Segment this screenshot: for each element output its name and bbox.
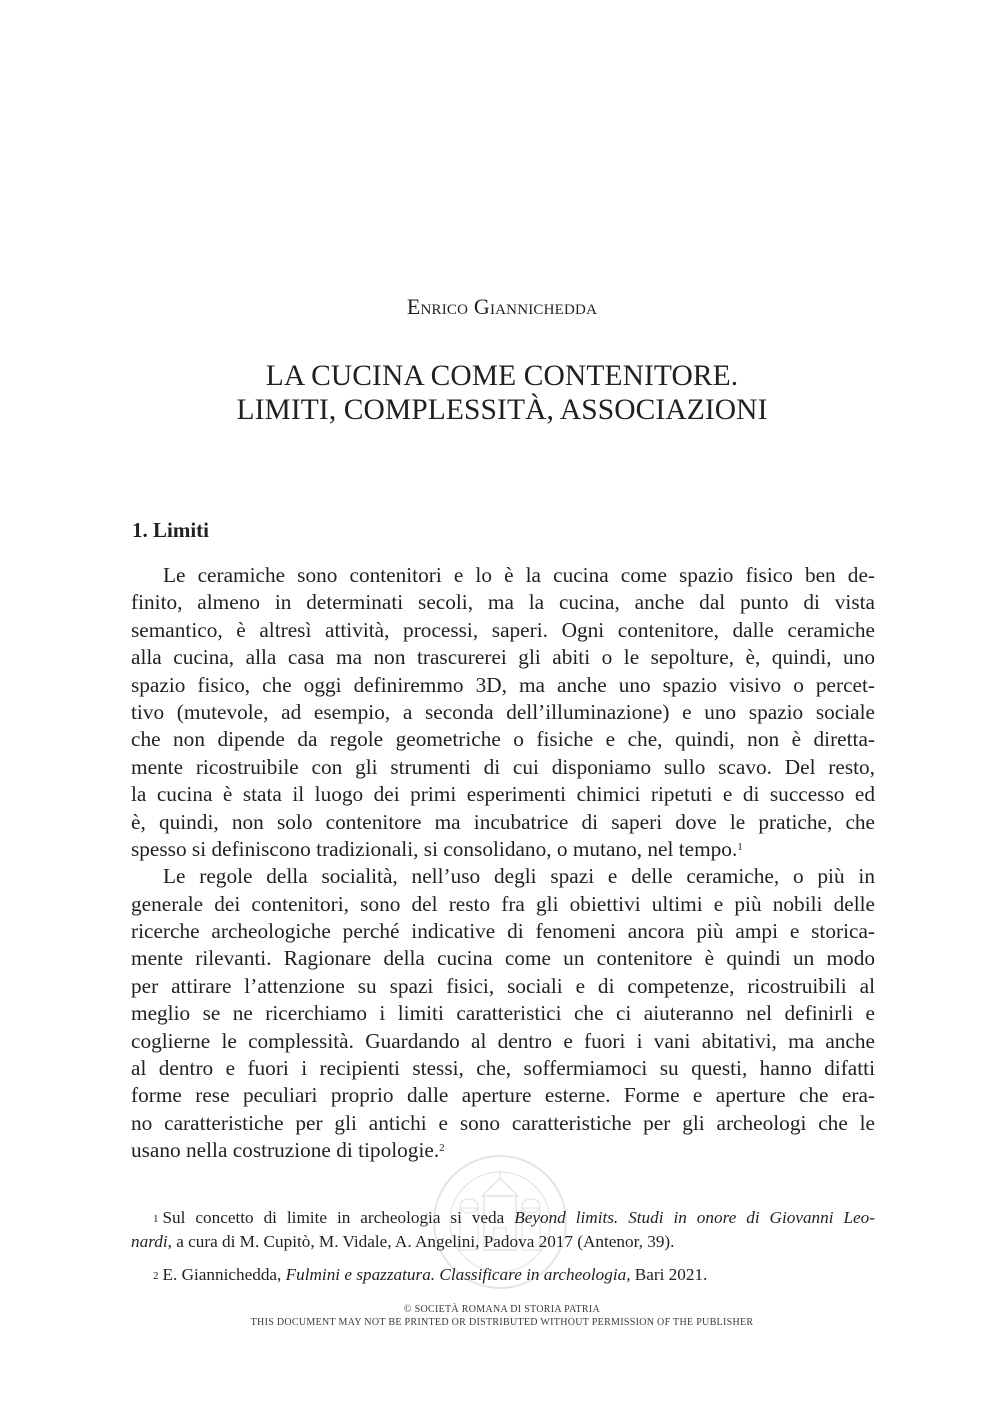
text-line: al dentro e fuori i recipienti stessi, che, soffermiamoci su questi, hanno difatti <box>131 1056 875 1081</box>
distribution-notice: THIS DOCUMENT MAY NOT BE PRINTED OR DISTRIBUTED WITHOUT PERMISSION OF THE PUBLISHER <box>250 1316 754 1328</box>
text-line: usano nella costruzione di tipologie. <box>131 1138 440 1163</box>
footnote-italic-text: Fulmini e spazzatura. Classificare in archeologia, <box>285 1265 631 1284</box>
footnote-italic-text: Beyond limits. Studi in onore di Giovanni Leo- <box>514 1208 875 1227</box>
text-line-last <box>131 1137 875 1164</box>
footnote-text: Bari 2021. <box>630 1265 708 1284</box>
paragraph-1 <box>131 562 875 863</box>
footnote-text: E. Giannichedda, <box>162 1265 286 1284</box>
footnote-number: 2 <box>153 1270 159 1282</box>
section-heading: 1. Limiti <box>132 518 209 542</box>
text-line: mente ricostruibile con gli strumenti di cui disponiamo sullo scavo. Del resto, <box>131 754 875 779</box>
footnote-line <box>131 1206 875 1230</box>
text-line: meglio se ne ricerchiamo i limiti caratteristici che ci aiuteranno nel definirli e <box>131 1001 875 1026</box>
title-line-1: LA CUCINA COME CONTENITORE. <box>265 360 739 392</box>
text-line: mente rilevanti. Ragionare della cucina come un contenitore è quindi un modo <box>131 946 875 971</box>
footnote-ref-1[interactable]: 1 <box>737 840 743 853</box>
copyright-footer <box>0 1304 1004 1329</box>
footnote-line <box>131 1263 875 1287</box>
copyright-line: © SOCIETÀ ROMANA DI STORIA PATRIA <box>403 1304 601 1315</box>
text-line: no caratteristiche per gli antichi e sono caratteristiche per gli archeologi che le <box>131 1110 875 1135</box>
author-name: Enrico Giannichedda <box>406 294 598 319</box>
text-line: ricerche archeologiche perché indicative di fenomeni ancora più ampi e storica- <box>131 919 875 944</box>
body-text <box>131 562 875 1165</box>
footnote-ref-2[interactable]: 2 <box>439 1142 445 1155</box>
text-line: spazio fisico, che oggi definiremmo 3D, ma anche uno spazio visivo o percet- <box>131 672 875 697</box>
text-line: semantico, è altresì attività, processi, saperi. Ogni contenitore, dalle ceramiche <box>131 617 875 642</box>
footnotes <box>131 1206 875 1287</box>
footnote-1 <box>131 1206 875 1254</box>
text-line: Le regole della socialità, nell’uso degli spazi e delle ceramiche, o più in <box>163 864 875 889</box>
text-line: coglierne le complessità. Guardando al dentro e fuori i vani abitativi, ma anche <box>131 1028 875 1053</box>
text-line: spesso si definiscono tradizionali, si consolidano, o mutano, nel tempo. <box>131 836 738 861</box>
footnote-line <box>131 1230 875 1254</box>
title-line-2: LIMITI, COMPLESSITÀ, ASSOCIAZIONI <box>236 394 768 426</box>
text-line: forme rese peculiari proprio dalle aperture esterne. Forme e aperture che era- <box>131 1083 875 1108</box>
text-line: la cucina è stata il luogo dei primi esperimenti chimici ripetuti e di successo ed <box>131 782 875 807</box>
footnote-italic-text: nardi <box>131 1232 168 1251</box>
text-line: tivo (mutevole, ad esempio, a seconda dell’illuminazione) e uno spazio sociale <box>131 699 875 724</box>
text-line: finito, almeno in determinati secoli, ma la cucina, anche dal punto di vista <box>131 590 875 615</box>
text-line: generale dei contenitori, sono del resto fra gli obiettivi ultimi e più nobili delle <box>131 891 875 916</box>
footnote-number: 1 <box>153 1213 159 1225</box>
footnote-text: , a cura di M. Cupitò, M. Vidale, A. Angelini, Padova 2017 (Antenor, 39). <box>167 1232 675 1251</box>
footnote-2 <box>131 1263 875 1287</box>
text-line: che non dipende da regole geometriche o fisiche e che, quindi, non è diretta- <box>131 727 875 752</box>
footnote-text: Sul concetto di limite in archeologia si veda <box>162 1208 515 1227</box>
text-line: alla cucina, alla casa ma non trascurerei gli abiti o le sepolture, è, quindi, uno <box>131 645 875 670</box>
text-line: Le ceramiche sono contenitori e lo è la cucina come spazio fisico ben de- <box>163 563 875 587</box>
article-title <box>0 359 1004 427</box>
text-line: è, quindi, non solo contenitore ma incubatrice di saperi dove le pratiche, che <box>131 809 875 834</box>
paragraph-2 <box>131 863 875 1164</box>
text-line: per attirare l’attenzione su spazi fisici, sociali e di competenze, ricostruibili al <box>131 973 875 998</box>
text-line-last <box>131 836 875 863</box>
